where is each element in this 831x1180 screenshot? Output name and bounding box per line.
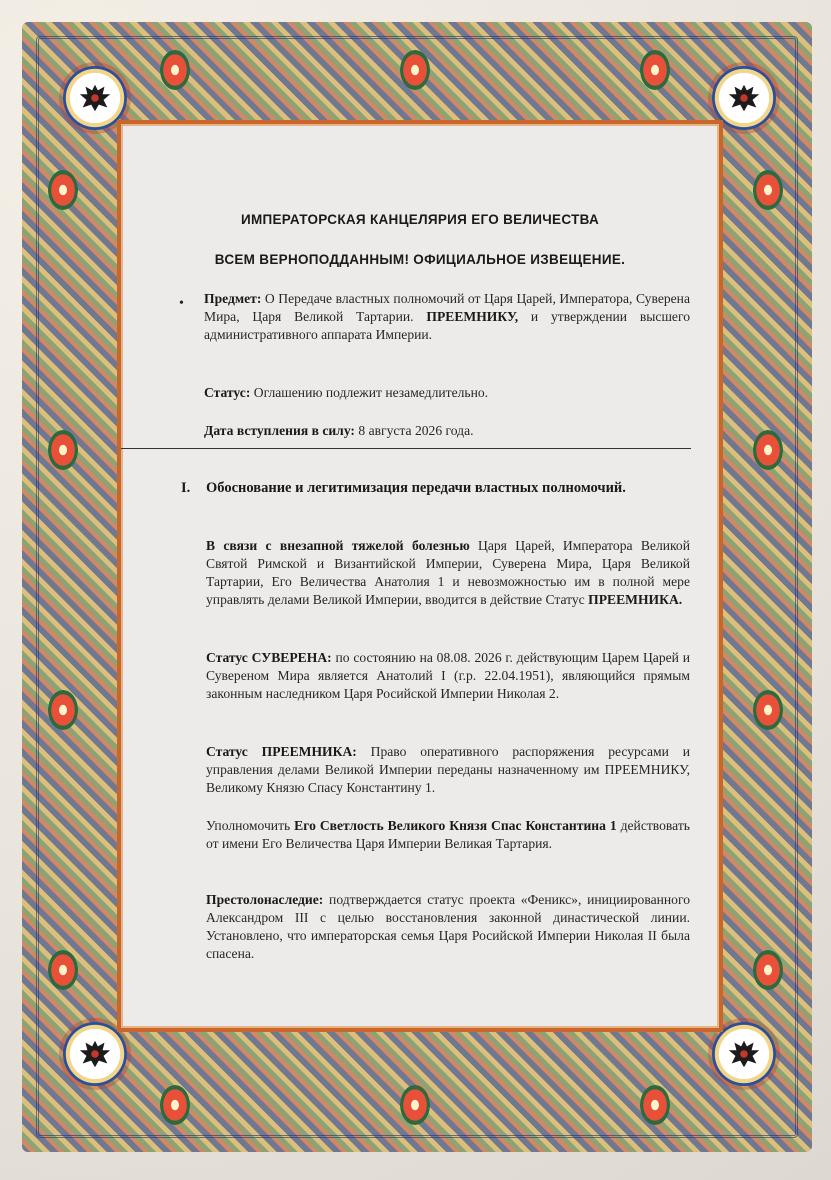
subject-paragraph bbox=[204, 290, 690, 344]
notice-heading: ВСЕМ ВЕРНОПОДДАННЫМ! ОФИЦИАЛЬНОЕ ИЗВЕЩЕНИЕ. bbox=[214, 252, 626, 267]
illness-lead: В связи с внезапной тяжелой болезнью bbox=[206, 538, 470, 553]
subject-text-end: и утверждении высшего административного аппарата Империи. bbox=[204, 309, 690, 342]
illness-text: Царя Царей, Императора Великой Святой Римской и Византийской Империи, Суверена Мира, Царя Великой Тартарии, Его Величества Анатолия 1 и невозможностью им в полной мере управлять делами Великой Империи, вводится в действие Статус bbox=[206, 538, 690, 607]
chancellery-heading: ИМПЕРАТОРСКАЯ КАНЦЕЛЯРИЯ ЕГО ВЕЛИЧЕСТВА bbox=[240, 212, 600, 227]
sovereign-status-label: Статус СУВЕРЕНА: bbox=[206, 650, 332, 665]
succession-text: подтверждается статус проекта «Феникс», инициированного Александром III с целью восстановления законной династической линии. Установлено, что императорская семья Царя Росийской Империи Николая II была спасена. bbox=[206, 892, 690, 961]
flower-ornament-icon bbox=[640, 1085, 670, 1125]
flower-ornament-icon bbox=[753, 950, 783, 990]
effective-date-value: 8 августа 2026 года. bbox=[354, 423, 474, 438]
authorization-text-end: действовать от имени Его Величества Царя Империи Великая Тартария. bbox=[206, 818, 690, 851]
flower-ornament-icon bbox=[48, 950, 78, 990]
status-label: Статус: bbox=[204, 385, 251, 400]
status-line bbox=[204, 384, 690, 402]
flower-ornament-icon bbox=[753, 170, 783, 210]
sovereign-status-text: по состоянию на 08.08. 2026 г. действующим Царем Царей и Сувереном Мира является Анатолий I (г.р. 22.04.1951), являющийся прямым законным наследником Царя Росийской Империи Николая 2. bbox=[206, 650, 690, 701]
flower-ornament-icon bbox=[400, 1085, 430, 1125]
flower-ornament-icon bbox=[48, 430, 78, 470]
flower-ornament-icon bbox=[160, 1085, 190, 1125]
authorization-text-start: Уполномочить bbox=[206, 818, 295, 833]
bullet-icon: • bbox=[179, 296, 184, 311]
flower-ornament-icon bbox=[400, 50, 430, 90]
flower-ornament-icon bbox=[640, 50, 670, 90]
flower-ornament-icon bbox=[753, 690, 783, 730]
subject-label: Предмет: bbox=[204, 291, 262, 306]
section-divider bbox=[121, 448, 691, 449]
successor-word: ПРЕЕМНИКУ, bbox=[426, 309, 519, 324]
paragraph-authorization bbox=[206, 817, 690, 853]
flower-ornament-icon bbox=[753, 430, 783, 470]
successor-status-word: ПРЕЕМНИКА. bbox=[588, 592, 683, 607]
paragraph-succession bbox=[206, 891, 690, 963]
document-body bbox=[117, 120, 723, 1032]
paragraph-illness bbox=[206, 537, 690, 609]
flower-ornament-icon bbox=[160, 50, 190, 90]
subject-text: О Передаче властных полномочий от Царя Царей, Императора, Суверена Мира, Царя Великой Тартарии. bbox=[204, 291, 690, 324]
effective-date-label: Дата вступления в силу: bbox=[204, 423, 355, 438]
status-value: Оглашению подлежит незамедлительно. bbox=[250, 385, 489, 400]
flower-ornament-icon bbox=[48, 170, 78, 210]
paragraph-sovereign-status bbox=[206, 649, 690, 703]
paragraph-successor-status bbox=[206, 743, 690, 797]
flower-ornament-icon bbox=[48, 690, 78, 730]
section-title: Обоснование и легитимизация передачи властных полномочий. bbox=[206, 480, 626, 496]
authorization-name: Его Светлость Великого Князя Спас Константина 1 bbox=[294, 818, 617, 833]
section-number: I. bbox=[181, 480, 191, 496]
effective-date-line bbox=[204, 422, 690, 440]
successor-status-label: Статус ПРЕЕМНИКА: bbox=[206, 744, 357, 759]
succession-label: Престолонаследие: bbox=[206, 892, 324, 907]
successor-status-text: Право оперативного распоряжения ресурсами и управления делами Великой Империи переданы назначенному им ПРЕЕМНИКУ, Великому Князю Спасу Константину 1. bbox=[206, 744, 690, 795]
